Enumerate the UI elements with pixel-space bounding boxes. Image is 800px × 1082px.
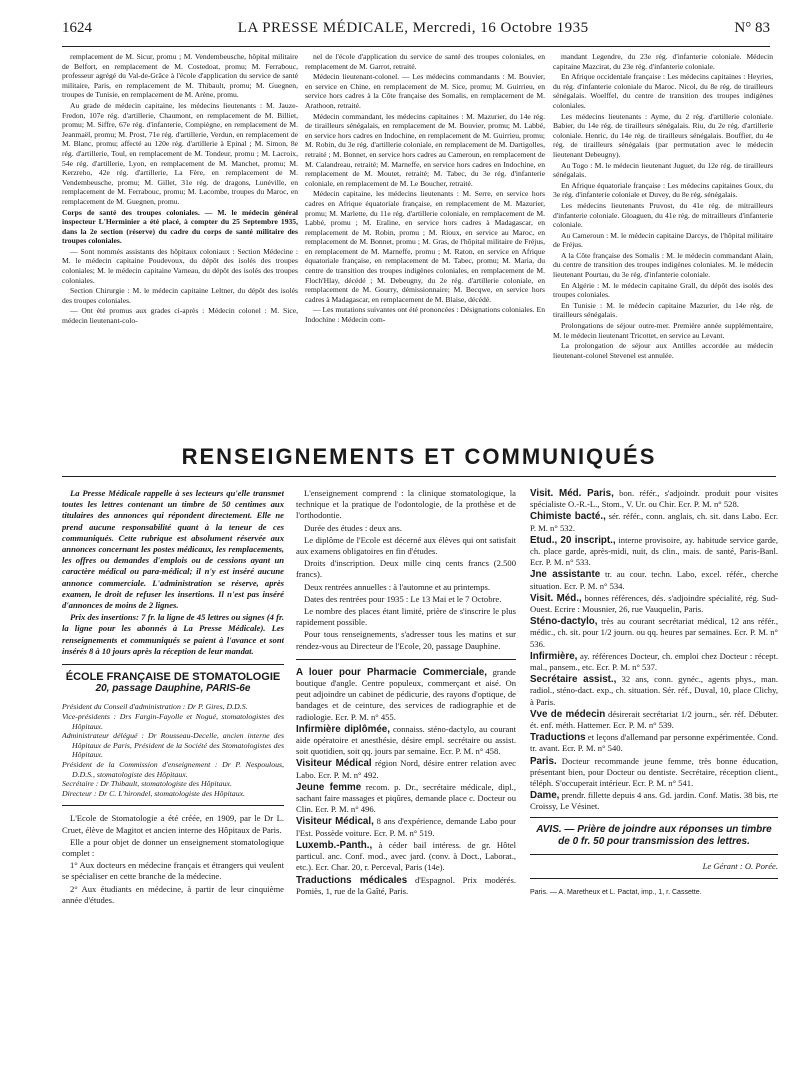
classified-ad: Paris. Docteur recommande jeune femme, très bonne éducation, présentant bien, pour Docteur ou dentiste. Secrétaire, réception client., téléph. S'occuperait intérieur. Ecr. P. M. n° 541. bbox=[530, 755, 778, 789]
masthead: LA PRESSE MÉDICALE, Mercredi, 16 Octobre 1935 bbox=[237, 20, 589, 36]
paragraph: nel de l'école d'application du service de santé des troupes coloniales, en remplacement de M. Garrot, retraité. bbox=[305, 52, 545, 71]
paragraph: Durée des études : deux ans. bbox=[304, 522, 402, 533]
paragraph: Médecin lieutenant-colonel. — Les médecins commandants : M. Bouvier, en service en Chine, en remplacement de M. Sice, promu; M. Guirrieu, en service hors cadres à la Côte française des Somalis, en remplacement de M. Arathoon, retraité. bbox=[305, 72, 545, 110]
classified-ad: Infirmière diplômée, connaiss. sténo-dactylo, au courant aide opératoire et anesthésie, désire empl. secrétaire ou assist. soit quotidien, soit qq. jours par semaine. Ecr. P. M. n° 458. bbox=[296, 723, 516, 757]
paragraph: Section Chirurgie : M. le médecin capitaine Leltner, du dépôt des isolés des troupes coloniales. bbox=[62, 286, 298, 305]
notice-paragraph: La Presse Médicale rappelle à ses lecteurs qu'elle transmet toutes les lettres contenant un timbre de 50 centimes aux titulaires des annonces qui répondent directement. Elle ne prend aucune responsabilité quant à la teneur de ces communiqués. Cette rubrique est absolument réservée aux annonces concernant les postes médicaux, les remplacements, les offres ou demandes d'emplois ou de cessions ayant un caractère médical ou para-médical; il n'y est inséré aucune annonce commerciale. L'administration se réserve, après examen, le droit de refuser les insertions. Il n'est pas inséré d'annonces de moins de 2 lignes. bbox=[62, 488, 284, 611]
bottom-column-2 bbox=[296, 488, 516, 1073]
divider bbox=[62, 805, 284, 806]
paragraph: Prolongations de séjour outre-mer. Première année supplémentaire, M. le médecin lieutenant Tricottet, en service au Levant. bbox=[553, 321, 773, 340]
top-column-1 bbox=[62, 52, 298, 420]
classified-ad: Secrétaire assist., 32 ans, conn. gynéc., agents phys., man. radiol., sténo-dact. exp., ch. situation. Sér. réf., Duval, 10, place Clichy, à Paris. bbox=[530, 674, 778, 707]
paragraph: Au Cameroun : M. le médecin capitaine Darcys, de l'hôpital militaire de Fréjus. bbox=[553, 230, 773, 250]
paragraph: remplacement de M. Sicur, promu ; M. Vendembeusche, hôpital militaire de Belfort, en remplacement de M. Costedoat, promu; M. Ferrabouc, professeur agrégé du Val-de-Grâce à l'école d'application du service de santé militaire, Paris, en remplacement de M. Thibault, promu; M. Guegnen, troupes de Tunisie, en remplacement de M. Arène, promu. bbox=[62, 52, 298, 100]
paragraph: — Les mutations suivantes ont été prononcées : Désignations coloniales. En Indochine : Médecin com- bbox=[305, 305, 545, 325]
officer-line: Vice-présidents : Drs Fargin-Fayolle et Nogué, stomatologistes des Hôpitaux. bbox=[62, 712, 284, 731]
classified-ad: Visiteur Médical région Nord, désire entrer relation avec Labo. Ecr. P. M. n° 492. bbox=[296, 758, 516, 780]
bottom-column-1 bbox=[62, 488, 284, 1073]
paragraph: Le diplôme de l'Ecole est décerné aux élèves qui ont satisfait aux examens obligatoires en fin d'études. bbox=[296, 534, 516, 557]
bottom-column-3 bbox=[530, 488, 778, 1073]
paragraph: Deux rentrées annuelles : à l'automne et au printemps. bbox=[304, 581, 491, 592]
page-header bbox=[62, 20, 770, 47]
paragraph: Elle a pour objet de donner un enseignement stomatologique complet : bbox=[62, 836, 284, 858]
classified-ad: Jeune femme recom. p. Dr., secrétaire médicale, dipl., sachant faire massages et piqûres, demande place c. Docteur ou Clin. Ecr. P. M. n° 496. bbox=[296, 781, 516, 815]
paragraph: La prolongation de séjour aux Antilles accordée au médecin lieutenant-colonel Stevenel est annulée. bbox=[553, 341, 773, 360]
paragraph: 2° Aux étudiants en médecine, à partir de leur cinquième année d'études. bbox=[62, 883, 284, 905]
top-column-2 bbox=[305, 52, 545, 420]
officer-line: Directeur : Dr C. L'hirondel, stomatologiste des Hôpitaux. bbox=[62, 788, 246, 798]
paragraph: En Afrique occidentale française : Les médecins capitaines : Heyries, du rég. d'infanterie coloniale du Maroc. Nicol, du 8e rég. de tirailleurs sénégalais. Woelffel, du centre de transition des troupes indigènes coloniales. bbox=[553, 72, 773, 110]
paragraph: Les médecins lieutenants Pruvost, du 41e rég. de mitrailleurs d'infanterie coloniale. Gloaguen, du 41e rég. de mitrailleurs d'infanterie coloniale. bbox=[553, 200, 773, 230]
classified-ad: Visit. Méd., bonnes références, dés. s'adjoindre spécialité, rég. Sud-Ouest. Ecrire : Mousnier, 26, rue Vauquelin, Paris. bbox=[530, 592, 778, 615]
classified-ad: Visiteur Médical, 8 ans d'expérience, demande Labo pour l'Est. Possède voiture. Ecr. P. M. n° 519. bbox=[296, 816, 516, 838]
avis-notice: AVIS. — Prière de joindre aux réponses un timbre de 0 fr. 50 pour transmission des lettres. bbox=[530, 817, 778, 855]
paragraph: Les médecins lieutenants : Ayme, du 2 rég. d'artillerie coloniale. Babier, du 14e rég. de tirailleurs sénégalais. Riu, du 2e rég. d'artillerie coloniale. Henric, du 14e rég. de tirailleurs sénégalais. Bouffier, du 4e rég. de tirailleurs sénégalais (par permutation avec le médecin lieutenant Debeugny). bbox=[553, 111, 773, 159]
classified-ad: Jne assistante tr. au cour. techn. Labo, excel. référ., cherche situation. Ecr. P. M. n° 534. bbox=[530, 569, 778, 591]
officer-line: Administrateur délégué : Dr Rousseau-Decelle, ancien interne des Hôpitaux de Paris, Président de la Société des Stomatologistes des Hôpitaux. bbox=[62, 731, 284, 760]
page-number: 1624 bbox=[62, 20, 92, 36]
paragraph: — Ont été promus aux grades ci-après : Médecin colonel : M. Sice, médecin lieutenant-colo- bbox=[62, 306, 298, 326]
classified-ad: Etud., 20 inscript., interne provisoire, ay. habitude service garde, ch. place garde, après-midi, nuit, ds clin., mais. de santé, Paris-Banl. Ecr. P. M. n° 533. bbox=[530, 534, 778, 568]
paragraph: Droits d'inscription. Deux mille cinq cents francs (2.500 francs). bbox=[296, 558, 516, 580]
classified-ad: Sténo-dactylo, très au courant secrétariat médical, 12 ans référ., médic., ch. sit. pour 1/2 journ. ou qq. heures par semaines. Ecr. P. M. n° 536. bbox=[530, 616, 778, 649]
top-column-3 bbox=[553, 52, 773, 420]
officer-line: Président du Conseil d'administration : Dr P. Gires, D.D.S. bbox=[62, 702, 248, 712]
paragraph: L'Ecole de Stomatologie a été créée, en 1909, par le Dr L. Cruet, élève de Magitot et ancien interne des Hôpitaux de Paris. bbox=[62, 813, 284, 835]
paragraph: mandant Legendre, du 23e rég. d'infanterie coloniale. Médecin capitaine Mazcirat, du 23e rég. d'infanterie coloniale. bbox=[553, 52, 773, 71]
section-colonial-health: Corps de santé des troupes coloniales. — M. le médecin général inspecteur L'Herminier a été placé, à compter du 25 Septembre 1935, dans la 2e section (réserve) du cadre du corps de santé militaire des troupes coloniales. bbox=[62, 207, 298, 246]
paragraph: Médecin capitaine, les médecins lieutenants : M. Serre, en service hors cadres en Afrique équatoriale française, en remplacement de M. Mazurier, promu; M. Marlette, du 11e rég. d'artillerie coloniale, en remplacement de M. Labbé, promu ; M. Eraline, en service hors cadres à Madagascar, en remplacement de M. Robin, promu ; M. Rioux, en service au Maroc, en remplacement de M. Bonnet, promu ; M. Gras, de l'hôpital militaire de Fréjus, en remplacement de M. Marneffe, promu ; M. Raton, en service en Afrique équatoriale française, en remplacement de M. Tabec, promu; M. Maria, du centre de transition des troupes indigènes coloniales, en remplacement de M. Floch'Hlay, décédé ; M. Debeugny, du 2e rég. d'artillerie coloniale, en remplacement de M. Gourry, démissionnaire; M. Becqwe, en service hors cadres à Madagascar, en remplacement de M. Blaise, décédé. bbox=[305, 189, 545, 304]
officer-line: Président de la Commission d'enseignement : Dr P. Nespoulous, D.D.S., stomatologiste des Hôpitaux. bbox=[62, 760, 284, 779]
paragraph: Le nombre des places étant limité, prière de s'inscrire le plus rapidement possible. bbox=[296, 606, 516, 628]
notice-box bbox=[62, 488, 284, 657]
paragraph: Au Togo : M. le médecin lieutenant Juguet, du 12e rég. de tirailleurs sénégalais. bbox=[553, 160, 773, 180]
classified-ad: Traductions et leçons d'allemand par personne expérimentée. Cond. tr. avant. Ecr. P. M. n° 540. bbox=[530, 732, 778, 754]
paragraph: 1° Aux docteurs en médecine français et étrangers qui veulent se spécialiser en cette branche de la médecine. bbox=[62, 860, 284, 882]
issue-number: N° 83 bbox=[734, 20, 770, 36]
paragraph: En Algérie : M. le médecin capitaine Grall, du dépôt des isolés des troupes coloniales. bbox=[553, 280, 773, 300]
paragraph: Médecin commandant, les médecins capitaines : M. Mazurier, du 14e rég. de tirailleurs sénégalais, en remplacement de M. Bouvier, promu; M. Labbé, en service hors cadres en Indochine, en remplacement de M. Guirrieu, promu; M. Robin, du 3e rég. d'artillerie coloniale, en remplacement de M. Dartigolles, retraité ; M. Bonnet, en service hors cadres au Cameroun, en remplacement de M. Calandreau, retraité; M. Marneffe, en service hors cadres en Indochine, en remplacement de M. Moutet, retraité; M. Tabec, du 3e rég. d'infanterie coloniale, en remplacement de M. Le Boucher, retraité. bbox=[305, 111, 545, 188]
classified-ad: Chimiste bacté., sér. référ., conn. anglais, ch. sit. dans Labo. Ecr. P. M. n° 532. bbox=[530, 511, 778, 533]
school-officers bbox=[62, 702, 284, 798]
classified-ad: Vve de médecin désirerait secrétariat 1/2 journ., sér. réf. Débuter. ét. enf. méth. Hattemer. Ecr. P. M. n° 539. bbox=[530, 708, 778, 731]
classified-ad: Dame, prendr. fillette depuis 4 ans. Gd. jardin. Conf. Matis. 38 bis, rte Croissy, Le Vésinet. bbox=[530, 790, 778, 812]
school-address: 20, passage Dauphine, PARIS-6e bbox=[95, 683, 251, 695]
paragraph: Au grade de médecin capitaine, les médecins lieutenants : M. Jauze-Fredon, 107e rég. d'artillerie, Chaumont, en remplacement de M. Billiet, promu; M. Siffre, 67e rég. d'infanterie, Compiègne, en remplacement de M. Jeanmaël, promu; M. Prost, 71e rég. d'artillerie, Verdun, en remplacement de M. Blanc, promu; affecté au 120e rég. d'artillerie à Epinal ; M. Simon, 8e rég. d'artillerie, Toul, en remplacement de M. Tondeur, promu ; M. Lacroix, 54e rég. d'artillerie, Lyon, en remplacement de M. Manchet, promu; M. Kerzreho, 42e rég. d'artillerie, La Fère, en remplacement de M. Vendembeusche, promu; M. Gillet, 31e rég. de dragons, Lunéville, en remplacement de M. Ferrabouc, promu; M. Lacombe, troupes du Maroc, en remplacement de M. Guegnen, promu. bbox=[62, 100, 298, 206]
school-name: ÉCOLE FRANÇAISE DE STOMATOLOGIE bbox=[65, 671, 281, 684]
banner-divider bbox=[62, 476, 776, 477]
printer-line: Paris. — A. Maretheux et L. Pactat, imp., 1, r. Cassette. bbox=[530, 888, 702, 896]
notice-prices: Prix des insertions: 7 fr. la ligne de 45 lettres ou signes (4 fr. la ligne pour les abonnés à La Presse Médicale). Les renseignements et communiqués se paient à l'avance et sont insérés 8 à 10 jours après la réception de leur mandat. bbox=[62, 612, 284, 656]
publisher-manager: Le Gérant : O. Porée. bbox=[530, 861, 778, 879]
classified-ad: A louer pour Pharmacie Commerciale, grande boutique d'angle. Centre populeux, commerçant et aisé. On peut adjoindre un cabinet de pédicurie, des rayons d'optique, de bandages et de ceinture, des services de radiographie et de radiologie. Ecr. P. M. n° 455. bbox=[296, 666, 516, 722]
classified-ad: Infirmière, ay. références Docteur, ch. emploi chez Docteur : récept. mal., pansem., etc. Ecr. P. M. n° 537. bbox=[530, 650, 778, 673]
classified-ad: Visit. Méd. Paris, bon. référ., s'adjoindr. produit pour visites spécialiste O.-R.-L., Stom., V. Ur. ou Chir. Ecr. P. M. n° 528. bbox=[530, 488, 778, 510]
paragraph: — Sont nommés assistants des hôpitaux coloniaux : Section Médecine : M. le médecin capitaine Poudevoux, du dépôt des isolés des troupes coloniales; M. le médecin capitaine Varneau, du dépôt des isolés des troupes coloniales. bbox=[62, 246, 298, 285]
section-banner: RENSEIGNEMENTS ET COMMUNIQUÉS bbox=[181, 444, 657, 469]
divider bbox=[296, 659, 516, 660]
paragraph: En Tunisie : M. le médecin capitaine Mazurier, du 14e rég. de tirailleurs sénégalais. bbox=[553, 300, 773, 320]
paragraph: Pour tous renseignements, s'adresser tous les matins et sur rendez-vous au Directeur de l'Ecole, 20, passage Dauphine. bbox=[296, 629, 516, 651]
paragraph: Dates des rentrées pour 1935 : Le 13 Mai et le 7 Octobre. bbox=[304, 593, 502, 604]
divider bbox=[62, 664, 284, 665]
paragraph: A la Côte française des Somalis : M. le médecin commandant Alain, du centre de transition des troupes indigènes coloniales. M. le médecin lieutenant Pourtau, du 3e rég. d'infanterie coloniale. bbox=[553, 250, 773, 280]
classified-ad: Traductions médicales d'Espagnol. Prix modérés. Pomiès, 1, rue de la Gaîté, Paris. bbox=[296, 874, 516, 896]
officer-line: Secrétaire : Dr Thibault, stomatologiste des Hôpitaux. bbox=[62, 779, 232, 789]
paragraph: L'enseignement comprend : la clinique stomatologique, la technique et la pratique de l'odontologie, de la prothèse et de l'orthodontie. bbox=[296, 488, 516, 521]
classified-ad: Luxemb.-Panth., à céder bail intéress. de gr. Hôtel particul. anc. Conf. mod., avec jard. (conv. à Doct., Laborat., etc.). Ecr. Char. 20, r. Perceval, Paris (14e). bbox=[296, 839, 516, 873]
paragraph: En Afrique équatoriale française : Les médecins capitaines Goux, du 3e rég. d'infanterie coloniale et Duvey, du 8e rég. sénégalais. bbox=[553, 180, 773, 200]
